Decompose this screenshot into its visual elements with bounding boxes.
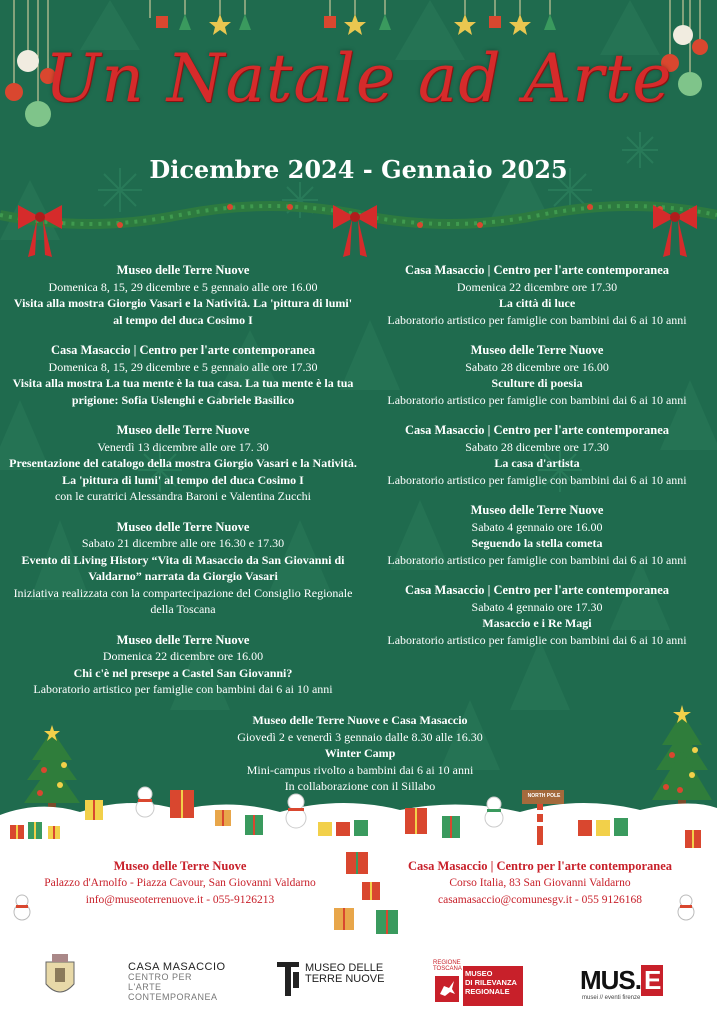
logo-line: REGIONE [433,960,461,966]
event-date: Sabato 28 dicembre ore 17.30 [465,439,609,454]
event-title: Masaccio e i Re Magi [482,616,592,630]
event-venue: Casa Masaccio | Centro per l'arte contemporanea [404,583,670,597]
gift-stack-icon [330,850,410,940]
logo-line: REGIONALE [465,987,510,996]
event-title: Sculture di poesia [491,376,583,390]
event-date: Domenica 22 dicembre ore 17.30 [456,279,618,294]
logo-line: E [641,965,663,996]
event-item [362,342,712,408]
logo-line: CASA MASACCIO [128,961,226,973]
logo-line: MUS. [580,965,641,995]
event-item [8,632,358,698]
logo-line: DI RILEVANZA [465,978,517,987]
comune-coat-of-arms-logo [40,952,80,1007]
event-title: Evento di Living History “Vita di Masaccio da San Giovanni di Valdarno” narrata da Giorgio Vasari [21,552,345,583]
mus-e-tagline: musei // eventi firenze [582,995,641,1001]
north-pole-sign-text: NORTH POLE [527,793,561,799]
casa-masaccio-logo [128,962,226,1002]
garland-with-bows [0,195,717,265]
event-title: Seguendo la stella cometa [471,536,603,550]
event-note: Laboratorio artistico per famiglie con bambini dai 6 ai 10 anni [387,632,687,647]
event-date: Sabato 4 gennaio ore 16.00 [471,519,603,534]
event-item [362,502,712,568]
event-title: Winter Camp [324,746,396,760]
event-venue: Museo delle Terre Nuove e Casa Masaccio [252,713,468,727]
event-note: Laboratorio artistico per famiglie con bambini dai 6 ai 10 anni [387,472,687,487]
event-title: Presentazione del catalogo della mostra Giorgio Vasari e la Natività. La 'pittura di lumi' al tempo del duca Cosimo I [9,456,357,487]
event-venue: Casa Masaccio | Centro per l'arte contemporanea [404,263,670,277]
event-note: Laboratorio artistico per famiglie con bambini dai 6 ai 10 anni [387,552,687,567]
logo-line: MUSEO [465,969,493,978]
contact-info[interactable]: casamasaccio@comunesgv.it - 055 9126168 [437,894,642,906]
event-item [8,262,358,328]
event-venue: Museo delle Terre Nuove [470,343,604,357]
contact-name: Casa Masaccio | Centro per l'arte contemporanea [407,859,673,873]
regione-toscana-logo [433,960,523,1004]
poster-subtitle: Dicembre 2024 - Gennaio 2025 [149,155,568,184]
event-note: Laboratorio artistico per famiglie con bambini dai 6 ai 10 anni [387,392,687,407]
event-date: Sabato 4 gennaio ore 17.30 [471,599,603,614]
event-item [362,262,712,328]
event-venue: Museo delle Terre Nuove [116,519,250,534]
museo-terre-nuove-logo [305,963,384,985]
gifts-and-snowmen [0,780,717,850]
event-item [8,422,358,505]
events-right-column [362,262,712,662]
event-venue: Museo delle Terre Nuove [116,263,250,277]
event-date: Venerdì 13 dicembre alle ore 17. 30 [97,439,269,454]
event-item [8,519,358,618]
terre-nuove-mark-icon [277,962,301,996]
logo-line: TERRE NUOVE [305,973,385,985]
contact-museo-terre-nuove [20,858,340,909]
event-note: Iniziativa realizzata con la compartecipazione del Consiglio Regionale della Toscana [13,585,353,616]
poster-title: Un Natale ad Arte [44,40,673,117]
event-date: Sabato 21 dicembre alle ore 16.30 e 17.30 [81,536,285,550]
snowman-icon [8,893,36,921]
logo-line: CENTRO PER [128,972,193,982]
contact-casa-masaccio [375,858,705,909]
event-title: Visita alla mostra Giorgio Vasari e la Natività. La 'pittura di lumi' al tempo del duca Cosimo I [13,296,353,327]
event-note: In collaborazione con il Sillabo [284,779,436,793]
event-date: Giovedì 2 e venerdì 3 gennaio dalle 8.30 alle 16.30 [237,729,483,744]
contact-address: Palazzo d'Arnolfo - Piazza Cavour, San Giovanni Valdarno [44,877,316,889]
logo-line: L'ARTE [128,982,162,992]
regione-box [463,966,523,1006]
event-title: Visita alla mostra La tua mente è la tua casa. La tua mente è la tua prigione: Sofia Uslenghi e Gabriele Basilico [12,376,354,407]
logo-line: CONTEMPORANEA [128,992,218,1002]
contact-info[interactable]: info@museoterrenuove.it - 055-9126213 [85,894,275,906]
logo-line: MUSEO DELLE [305,962,384,974]
event-note: con le curatrici Alessandra Baroni e Valentina Zucchi [54,489,311,503]
snowman-icon [672,893,700,921]
event-item [362,422,712,488]
event-date: Sabato 28 dicembre ore 16.00 [465,359,609,374]
event-item [362,582,712,648]
event-note: Mini-campus rivolto a bambini dai 6 ai 10 anni [246,762,474,777]
event-venue: Museo delle Terre Nuove [116,423,250,437]
event-date: Domenica 22 dicembre ore 16.00 [102,649,264,663]
contact-name: Museo delle Terre Nuove [113,859,247,873]
event-note: Laboratorio artistico per famiglie con bambini dai 6 ai 10 anni [33,682,333,696]
event-item [8,342,358,408]
mus-e-logo [580,965,663,996]
event-title: La città di luce [498,296,576,310]
pegasus-icon [435,976,459,1002]
event-venue: Museo delle Terre Nuove [116,632,250,647]
logo-line: TOSCANA [433,966,462,972]
events-left-column [8,262,358,712]
event-date: Domenica 8, 15, 29 dicembre e 5 gennaio alle ore 16.00 [48,279,318,294]
event-title: La casa d'artista [494,456,580,470]
event-venue: Casa Masaccio | Centro per l'arte contemporanea [50,343,316,357]
event-note: Laboratorio artistico per famiglie con bambini dai 6 ai 10 anni [387,312,687,327]
event-date: Domenica 8, 15, 29 dicembre e 5 gennaio alle ore 17.30 [48,359,318,374]
event-venue: Museo delle Terre Nuove [470,503,604,517]
contact-address: Corso Italia, 83 San Giovanni Valdarno [449,877,631,889]
event-title: Chi c'è nel presepe a Castel San Giovanni? [73,665,293,680]
event-venue: Casa Masaccio | Centro per l'arte contemporanea [404,423,670,437]
